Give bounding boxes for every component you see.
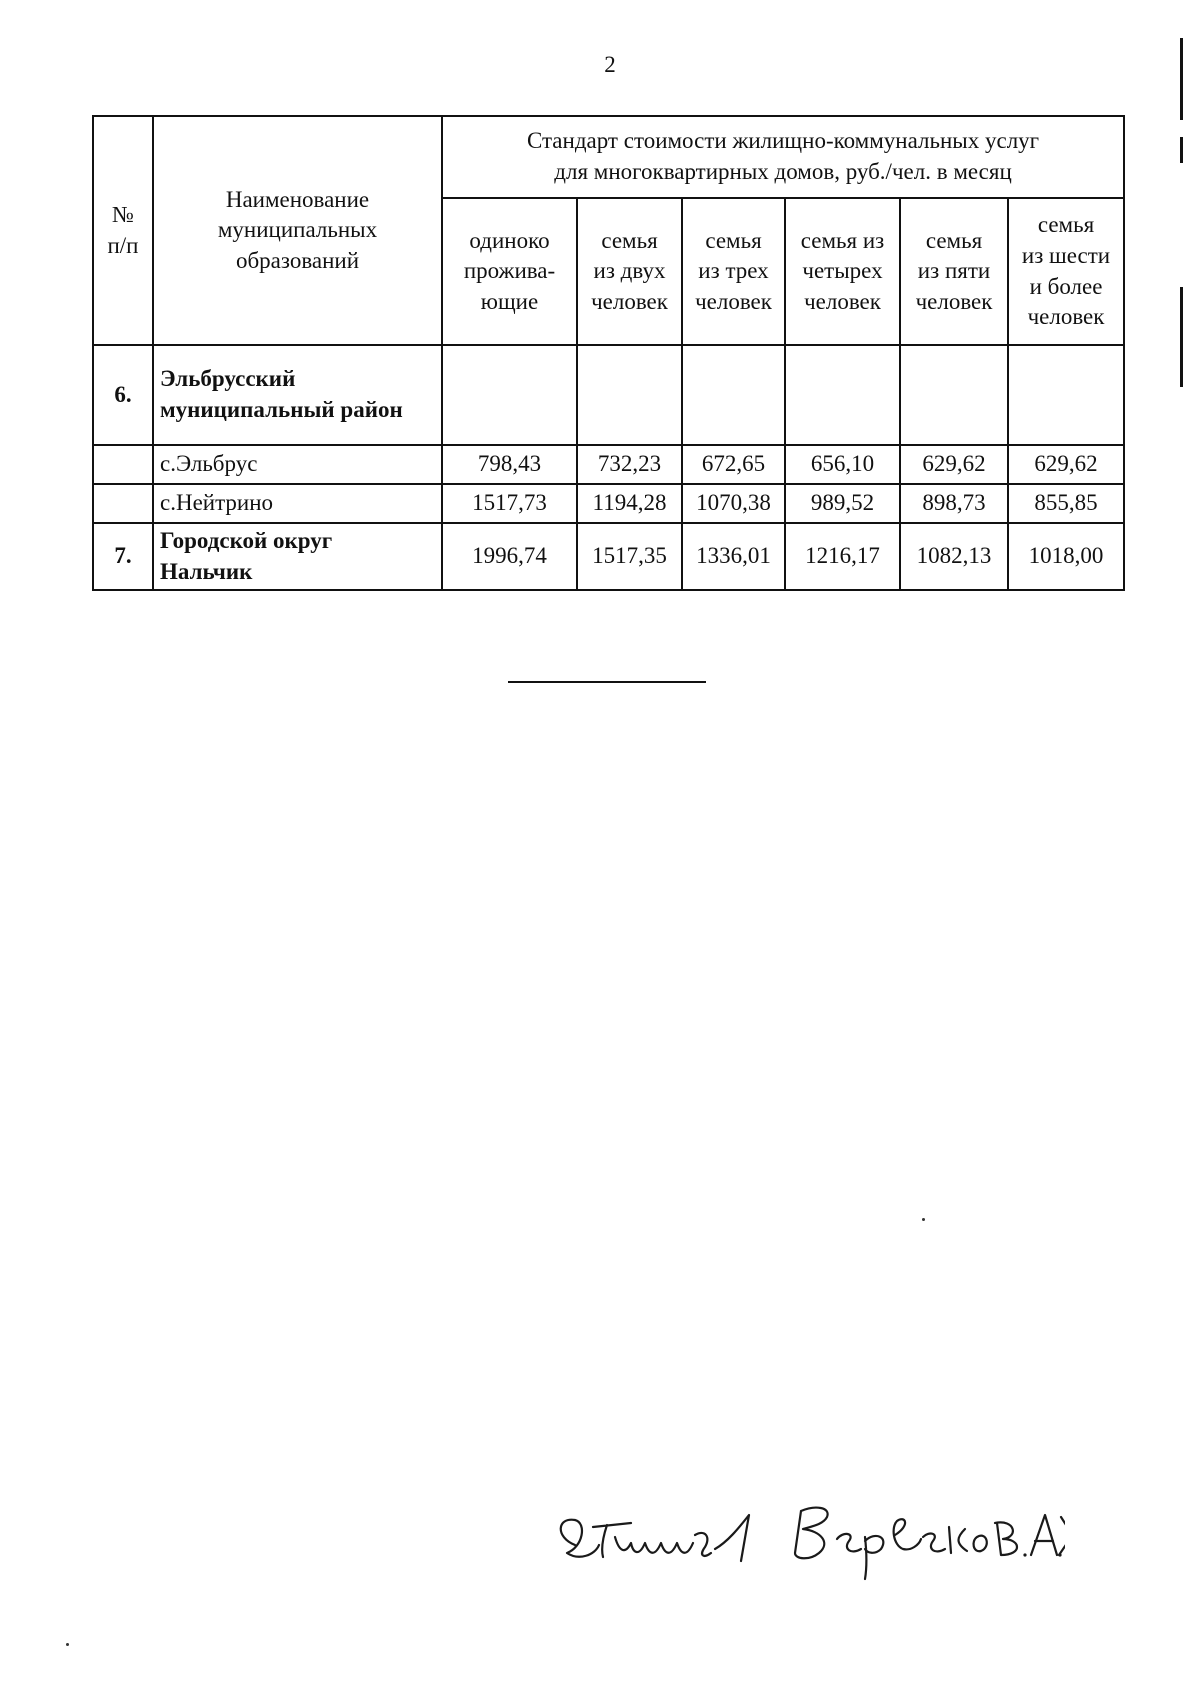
table-row [93, 523, 1124, 590]
row-number: 6. [93, 345, 153, 445]
value-cell [682, 345, 785, 445]
value-cell: 1082,13 [900, 523, 1008, 590]
table-row [93, 345, 1124, 445]
value-cell: 1336,01 [682, 523, 785, 590]
value-cell: 898,73 [900, 484, 1008, 523]
header-cost-standard: Стандарт стоимости жилищно-коммунальных услуг для многоквартирных домов, руб./чел. в месяц [442, 116, 1124, 198]
value-cell: 1517,35 [577, 523, 682, 590]
scan-speck [922, 1218, 925, 1221]
scan-edge-mark [1180, 38, 1183, 120]
value-cell: 656,10 [785, 445, 900, 484]
value-cell [577, 345, 682, 445]
value-cell [442, 345, 577, 445]
table-row [93, 445, 1124, 484]
value-cell: 672,65 [682, 445, 785, 484]
scan-edge-mark [1180, 287, 1183, 387]
value-cell: 855,85 [1008, 484, 1124, 523]
value-cell: 629,62 [900, 445, 1008, 484]
header-municipality: Наименование муниципальных образований [153, 116, 442, 345]
header-single: одиноко прожива- ющие [442, 198, 577, 345]
value-cell: 1018,00 [1008, 523, 1124, 590]
value-cell: 732,23 [577, 445, 682, 484]
end-rule [508, 681, 706, 683]
row-number: 7. [93, 523, 153, 590]
page-number: 2 [604, 52, 616, 77]
municipality-name: с.Нейтрино [153, 484, 442, 523]
value-cell: 629,62 [1008, 445, 1124, 484]
value-cell: 1070,38 [682, 484, 785, 523]
header-family-6plus: семья из шести и более человек [1008, 198, 1124, 345]
scan-edge-mark [1180, 137, 1183, 163]
value-cell [785, 345, 900, 445]
row-number [93, 484, 153, 523]
municipality-name: с.Эльбрус [153, 445, 442, 484]
header-family-2: семья из двух человек [577, 198, 682, 345]
scan-speck [66, 1643, 69, 1646]
value-cell: 1517,73 [442, 484, 577, 523]
table-row [93, 484, 1124, 523]
value-cell: 798,43 [442, 445, 577, 484]
header-family-4: семья из четырех человек [785, 198, 900, 345]
municipality-name: Городской округ Нальчик [153, 523, 442, 590]
value-cell [900, 345, 1008, 445]
value-cell [1008, 345, 1124, 445]
row-number [93, 445, 153, 484]
value-cell: 989,52 [785, 484, 900, 523]
tariff-table [92, 115, 1125, 591]
value-cell: 1194,28 [577, 484, 682, 523]
municipality-name: Эльбрусский муниципальный район [153, 345, 442, 445]
handwritten-signature [545, 1475, 1065, 1585]
value-cell: 1216,17 [785, 523, 900, 590]
value-cell: 1996,74 [442, 523, 577, 590]
header-family-3: семья из трех человек [682, 198, 785, 345]
header-number: № п/п [93, 116, 153, 345]
header-family-5: семья из пяти человек [900, 198, 1008, 345]
